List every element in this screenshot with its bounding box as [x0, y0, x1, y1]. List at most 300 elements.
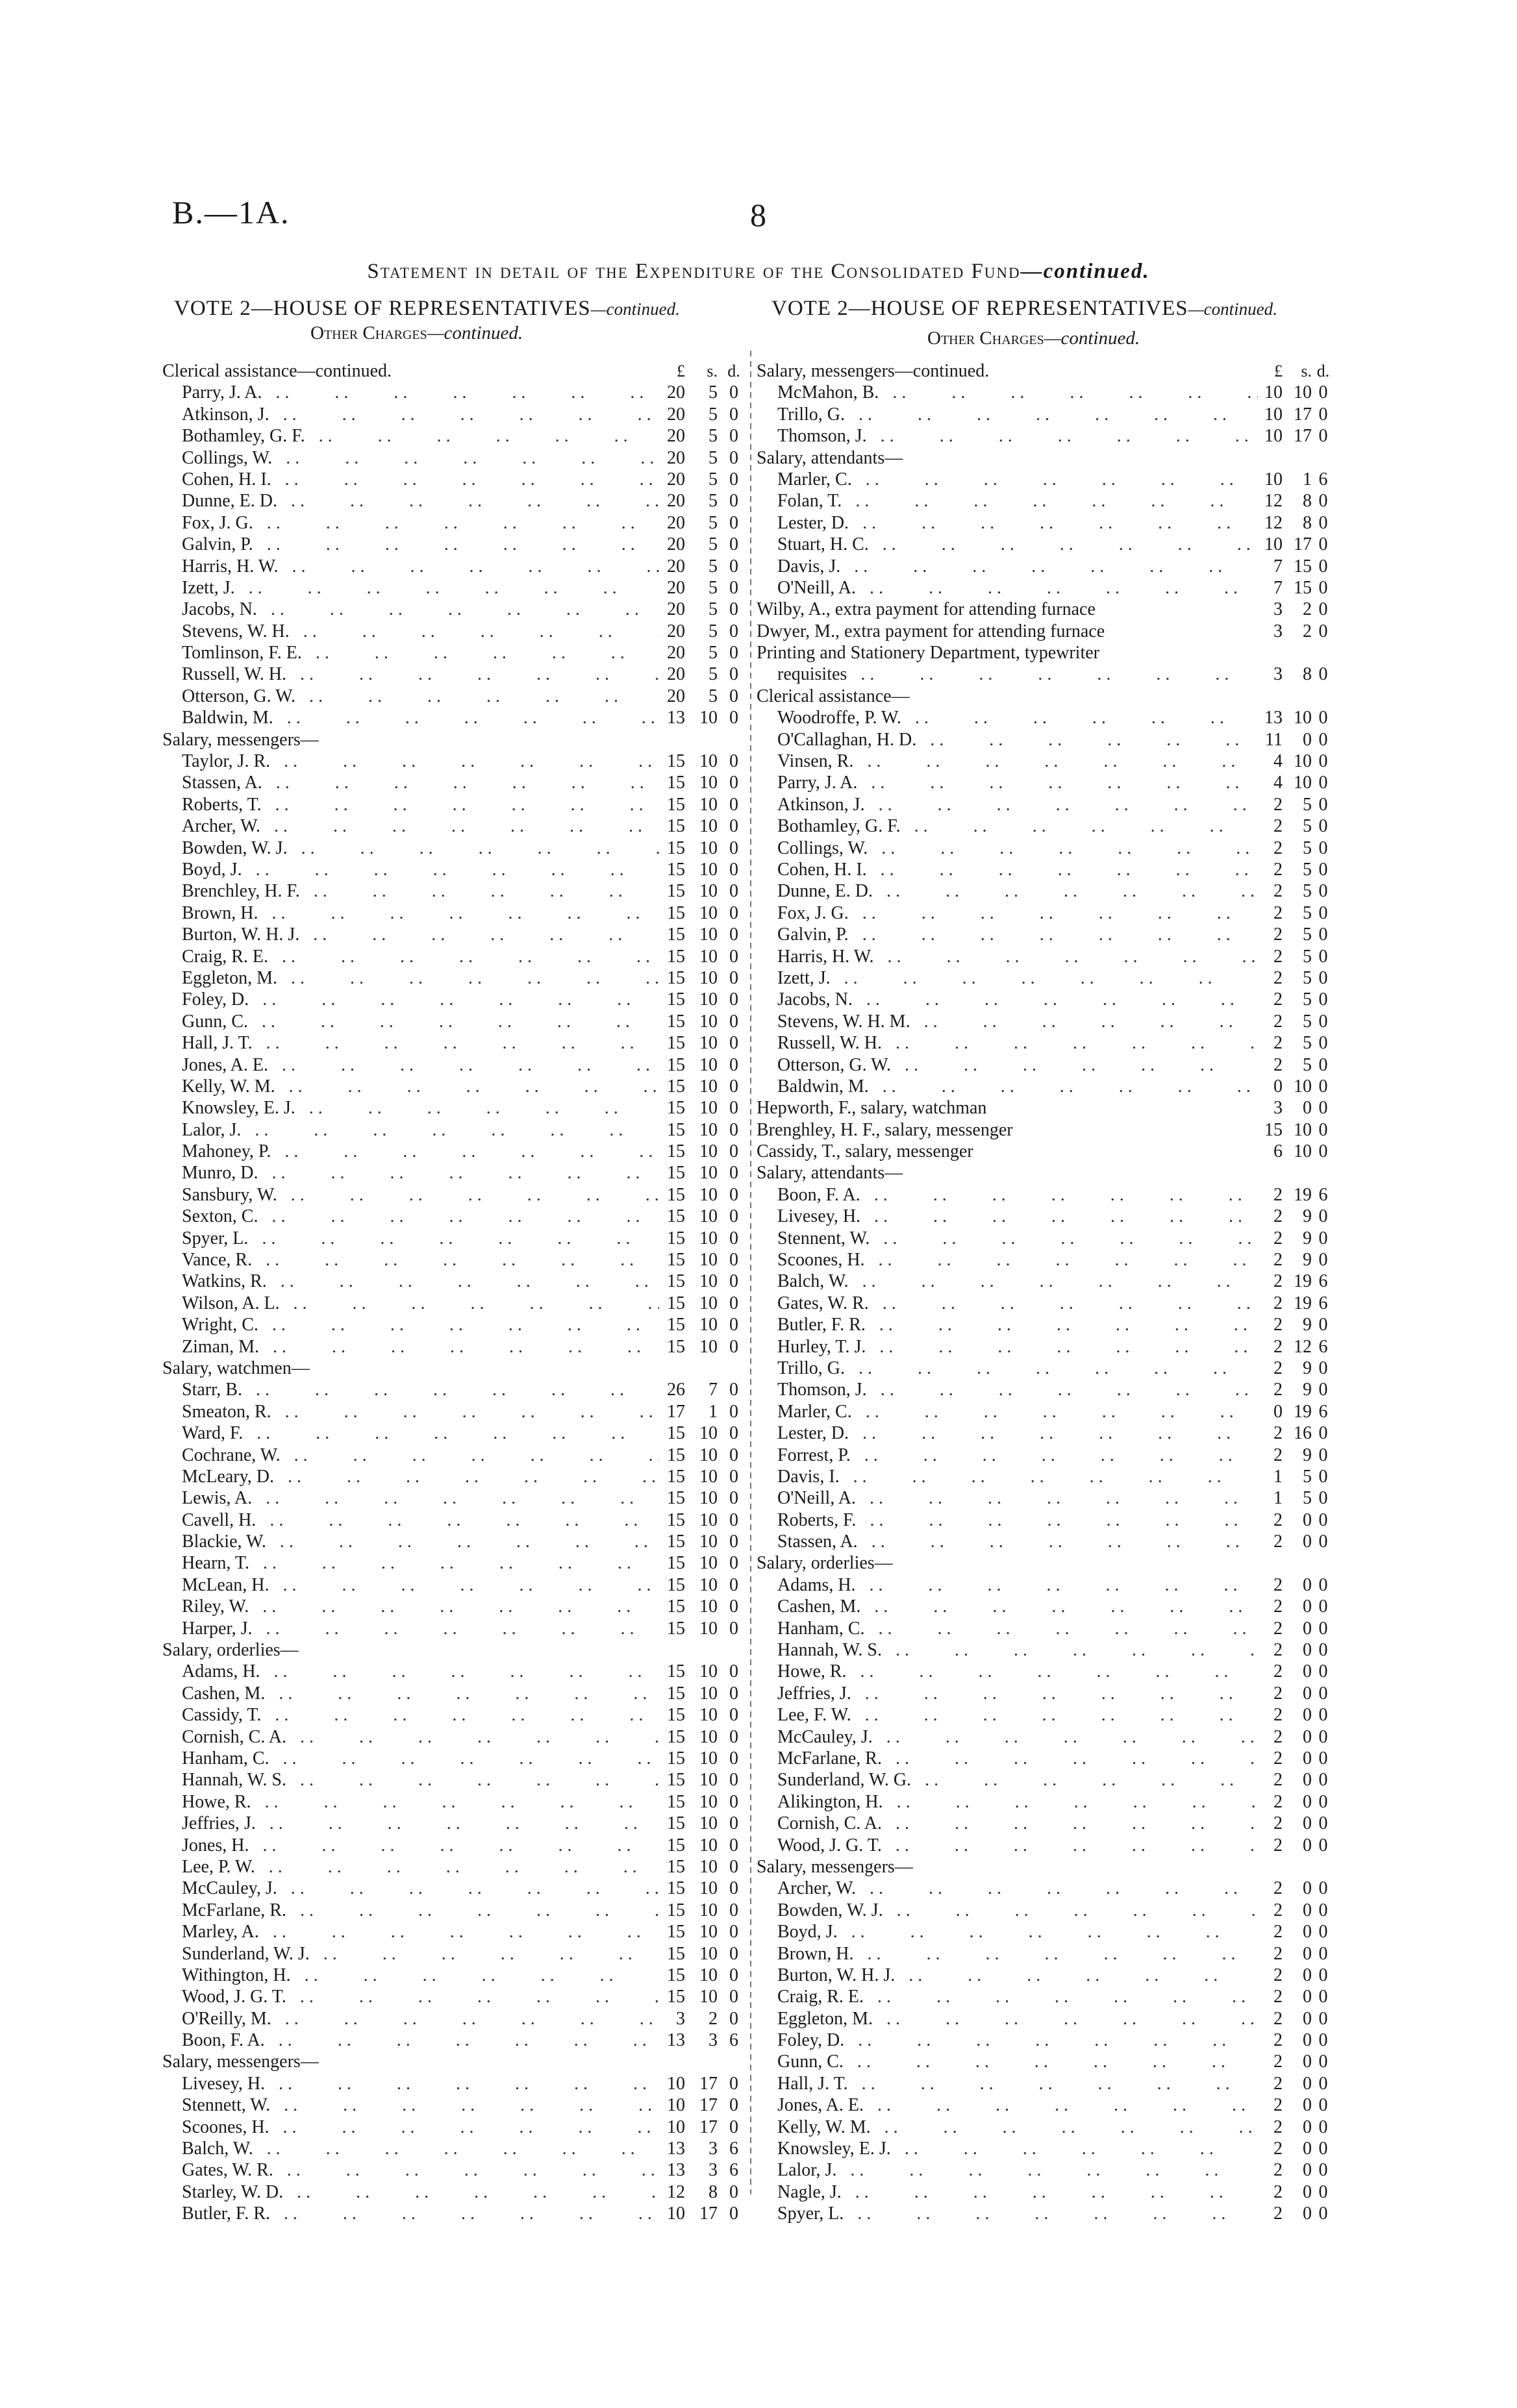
pounds-value: 15	[667, 1315, 685, 1335]
pounds-value: 2	[1273, 1813, 1283, 1834]
shillings-value: 8	[1303, 491, 1312, 512]
section-label: Salary, messengers—	[162, 729, 319, 750]
pence-value: 0	[1318, 1315, 1328, 1335]
table-row	[162, 2116, 747, 2138]
payee-name: Jones, A. E. . .	[162, 1054, 659, 1076]
pounds-value: 1	[1273, 1466, 1283, 1487]
table-row	[162, 1900, 747, 1921]
pounds-value: 2	[1273, 925, 1283, 945]
pounds-value: 0	[1273, 1401, 1283, 1422]
pounds-value: 10	[667, 2095, 685, 2116]
pounds-value: 15	[667, 1856, 685, 1877]
pounds-value: 15	[667, 1336, 685, 1357]
payee-name: Craig, R. E. . .	[162, 946, 659, 967]
pence-value: 0	[1318, 1380, 1328, 1400]
table-row	[162, 1965, 747, 1986]
pence-value: 0	[1318, 1076, 1328, 1097]
pounds-value: 0	[1273, 1076, 1283, 1097]
table-row	[757, 1813, 1328, 1834]
shillings-value: 10	[699, 1791, 718, 1812]
payee-name: McCauley, J. . .	[757, 1726, 1258, 1748]
payee-name: McCauley, J. . .	[162, 1878, 659, 1899]
pounds-value: 20	[667, 577, 685, 598]
shillings-value: 10	[699, 1228, 718, 1248]
pence-value: 0	[729, 1163, 738, 1184]
table-row	[162, 1445, 747, 1466]
pounds-value: 15	[667, 1509, 685, 1530]
table-row	[757, 1293, 1328, 1314]
shillings-value: 0	[1303, 1661, 1312, 1682]
pounds-value: 2	[1273, 2008, 1283, 2029]
table-row	[757, 1509, 1328, 1531]
section-label: Hepworth, F., salary, watchman	[757, 1098, 987, 1119]
pence-value: 6	[1318, 1293, 1328, 1313]
payee-name: Lee, P. W. . .	[162, 1856, 659, 1878]
table-row	[162, 1119, 747, 1141]
pounds-value: 15	[667, 1033, 685, 1054]
table-row	[757, 1076, 1328, 1097]
payee-name: Vinsen, R. . .	[757, 751, 1258, 772]
payee-name: Parry, J. A. . .	[757, 772, 1258, 793]
pounds-value: 2	[1273, 989, 1283, 1010]
table-row	[757, 556, 1328, 577]
shillings-value: 0	[1303, 2139, 1312, 2159]
pounds-value: 2	[1273, 1683, 1283, 1704]
pounds-value: 20	[667, 491, 685, 512]
payee-name: Atkinson, J. . .	[757, 794, 1258, 815]
payee-name: Livesey, H. . .	[757, 1206, 1258, 1227]
payee-name: Russell, W. H. . .	[162, 664, 659, 685]
table-row	[162, 1379, 747, 1400]
pence-value: 0	[1318, 946, 1328, 967]
pounds-value: 20	[667, 643, 685, 664]
payee-name: Brenchley, H. F. . .	[162, 880, 659, 902]
payee-name: Howe, R. . .	[757, 1661, 1258, 1682]
table-row	[162, 1769, 747, 1791]
table-row	[162, 1683, 747, 1704]
pounds-value: 20	[667, 534, 685, 555]
payee-name: Balch, W. . .	[757, 1271, 1258, 1292]
payee-name: Bowden, W. J. . .	[757, 1900, 1258, 1921]
payee-name: Cornish, C. A. . .	[162, 1726, 659, 1748]
pounds-value: 15	[667, 1423, 685, 1444]
pounds-value: 20	[667, 447, 685, 468]
table-row	[757, 1683, 1328, 1704]
shillings-value: 10	[699, 1509, 718, 1530]
shillings-value: 10	[699, 1250, 718, 1271]
left-vote-continued: —continued.	[590, 299, 680, 319]
payee-name: Jones, H. . .	[162, 1835, 659, 1856]
table-row	[757, 967, 1328, 989]
payee-name: Cornish, C. A. . .	[757, 1813, 1258, 1834]
shillings-value: 10	[699, 1076, 718, 1097]
pence-value: 0	[1318, 1683, 1328, 1704]
shillings-value: 5	[708, 469, 718, 490]
pounds-value: 20	[667, 664, 685, 685]
table-row	[757, 1445, 1328, 1466]
pounds-value: 20	[667, 469, 685, 490]
payee-name: Nagle, J. . .	[757, 2181, 1258, 2203]
payee-name: Kelly, W. M. . .	[757, 2116, 1258, 2138]
pounds-value: 13	[667, 2030, 685, 2051]
pence-value: 0	[1318, 556, 1328, 577]
payee-name: Baldwin, M. . .	[162, 707, 659, 728]
payee-name: Riley, W. . .	[162, 1596, 659, 1617]
pounds-value: 15	[667, 1271, 685, 1292]
right-subheading-text: Other Charges	[927, 328, 1044, 349]
shillings-value: 5	[708, 447, 718, 468]
pence-value: 0	[729, 1184, 738, 1205]
pence-value: 0	[1318, 2052, 1328, 2072]
table-row	[162, 1531, 747, 1552]
pounds-value: 2	[1273, 1206, 1283, 1227]
table-row	[757, 2094, 1328, 2116]
pence-value: 0	[1318, 1054, 1328, 1075]
pence-value: 0	[1318, 1011, 1328, 1032]
shillings-value: 10	[699, 1098, 718, 1119]
shillings-value: 0	[1303, 1618, 1312, 1639]
table-row	[162, 1748, 747, 1769]
pounds-value: 2	[1273, 2160, 1283, 2181]
pounds-value: 2	[1273, 1250, 1283, 1271]
pounds-value: 2	[1273, 1423, 1283, 1444]
pence-value: 0	[1318, 2203, 1328, 2224]
table-row	[757, 1639, 1328, 1661]
table-row	[162, 621, 747, 642]
pounds-value: 12	[1264, 512, 1283, 533]
payee-name: Smeaton, R. . .	[162, 1401, 659, 1422]
pounds-value: 15	[667, 1770, 685, 1791]
pence-value: 0	[1318, 2181, 1328, 2202]
payee-name: Burton, W. H. J. . .	[162, 924, 659, 945]
pence-value: 0	[729, 967, 738, 988]
table-row	[757, 1271, 1328, 1292]
pence-value: 0	[1318, 599, 1328, 620]
table-row	[162, 989, 747, 1010]
pence-value: 0	[729, 1553, 738, 1574]
payee-name: Knowsley, E. J. . .	[757, 2138, 1258, 2159]
table-row	[757, 1900, 1328, 1921]
pence-value: 0	[729, 1119, 738, 1140]
table-row	[162, 751, 747, 772]
shillings-value: 0	[1303, 1835, 1312, 1856]
shillings-value: 5	[1303, 1011, 1312, 1032]
pence-value: 0	[729, 1423, 738, 1444]
pence-value: 0	[729, 1748, 738, 1769]
section-label: Salary, orderlies—	[162, 1640, 299, 1661]
table-row	[757, 1379, 1328, 1400]
pounds-value: 2	[1273, 816, 1283, 837]
table-row	[757, 1314, 1328, 1335]
payee-name: O'Neill, A. . .	[757, 577, 1258, 599]
pence-value: 0	[1318, 534, 1328, 555]
table-row	[162, 1401, 747, 1422]
pence-value: 0	[729, 1250, 738, 1271]
pence-value: 0	[729, 426, 738, 447]
shillings-value: 5	[1303, 838, 1312, 858]
shillings-value: 5	[708, 664, 718, 685]
pounds-value: 3	[676, 2008, 685, 2029]
shillings-value: 0	[1303, 1878, 1312, 1899]
pence-value: 0	[729, 902, 738, 923]
payee-name: Wood, J. G. T. . .	[757, 1835, 1258, 1856]
section-label: Cassidy, T., salary, messenger	[757, 1141, 973, 1162]
payee-name: Fox, J. G. . .	[162, 512, 659, 534]
pence-value: 0	[1318, 491, 1328, 512]
table-row	[757, 2051, 1328, 2072]
pence-value: 0	[729, 1835, 738, 1856]
pounds-value: 15	[667, 1726, 685, 1747]
table-row	[162, 1791, 747, 1813]
shillings-value: 17	[1294, 426, 1312, 447]
table-row	[162, 1813, 747, 1834]
table-row	[162, 1986, 747, 2007]
shillings-value: 0	[1303, 1683, 1312, 1704]
payee-name: Harris, H. W. . .	[162, 556, 659, 577]
table-row	[162, 2138, 747, 2159]
pence-value: 0	[729, 1770, 738, 1791]
pence-value: 0	[1318, 1618, 1328, 1639]
pounds-header: £	[677, 362, 685, 380]
table-row	[162, 772, 747, 793]
payee-name: Hanham, C. . .	[162, 1748, 659, 1769]
shillings-value: 10	[699, 1141, 718, 1162]
shillings-value: 5	[708, 404, 718, 425]
payee-name: Watkins, R. . .	[162, 1271, 659, 1292]
pounds-value: 15	[667, 1163, 685, 1184]
pence-value: 0	[729, 1791, 738, 1812]
pence-value: 0	[1318, 1661, 1328, 1682]
table-row	[162, 1271, 747, 1292]
shillings-value: 1	[708, 1401, 718, 1422]
shillings-value: 0	[1303, 1596, 1312, 1617]
table-row	[162, 946, 747, 967]
pence-value: 0	[729, 1922, 738, 1943]
pence-value: 0	[1318, 989, 1328, 1010]
page-number: 8	[750, 197, 766, 233]
shillings-value: 0	[1303, 1640, 1312, 1661]
payee-name: Bowden, W. J. . .	[162, 838, 659, 859]
pounds-value: 2	[1273, 1228, 1283, 1248]
payee-name: Atkinson, J. . .	[162, 404, 659, 425]
pounds-value: 10	[1264, 404, 1283, 425]
shillings-value: 10	[699, 1119, 718, 1140]
payee-name: Thomson, J. . .	[757, 425, 1258, 447]
payee-name: Roberts, T. . .	[162, 794, 659, 815]
pence-value: 0	[729, 1401, 738, 1422]
table-row	[757, 1618, 1328, 1639]
table-row	[162, 1422, 747, 1444]
table-row	[162, 1574, 747, 1596]
shillings-value: 0	[1303, 1813, 1312, 1834]
shillings-value: 0	[1303, 1791, 1312, 1812]
table-row	[162, 794, 747, 815]
payee-name: Livesey, H. . .	[162, 2073, 659, 2094]
pounds-value: 2	[1273, 881, 1283, 902]
pounds-value: 4	[1273, 773, 1283, 793]
pence-value: 0	[1318, 1488, 1328, 1509]
table-row	[162, 577, 747, 599]
pence-value: 0	[729, 925, 738, 945]
payee-name: Spyer, L. . .	[162, 1228, 659, 1249]
pounds-value: 2	[1273, 1705, 1283, 1726]
pence-value: 0	[729, 2008, 738, 2029]
section-row	[162, 1358, 747, 1379]
shillings-value: 17	[699, 2095, 718, 2116]
table-row	[162, 1011, 747, 1032]
payee-name: Adams, H. . .	[757, 1574, 1258, 1596]
shillings-value: 0	[1303, 1509, 1312, 1530]
pounds-value: 10	[1264, 534, 1283, 555]
pounds-value: 10	[667, 2073, 685, 2094]
pence-value: 0	[729, 1098, 738, 1119]
pence-value: 0	[1318, 881, 1328, 902]
shillings-value: 0	[1303, 1098, 1312, 1119]
table-row	[162, 1032, 747, 1054]
section-row	[162, 1639, 747, 1661]
payee-name: Fox, J. G. . .	[757, 902, 1258, 924]
pence-value: 6	[1318, 1271, 1328, 1292]
shillings-value: 10	[699, 838, 718, 858]
payee-name: Cashen, M. . .	[162, 1683, 659, 1704]
pounds-value: 2	[1273, 1661, 1283, 1682]
pence-value: 0	[1318, 1770, 1328, 1791]
table-row	[757, 2029, 1328, 2051]
shillings-value: 5	[708, 382, 718, 403]
payee-name: Sunderland, W. J. . .	[162, 1943, 659, 1965]
pence-header: d.	[1316, 362, 1330, 380]
pounds-value: 15	[667, 1661, 685, 1682]
pounds-value: 15	[667, 859, 685, 880]
section-label: Salary, attendants—	[757, 447, 903, 468]
pounds-value: 2	[1273, 1791, 1283, 1812]
right-vote-continued: —continued.	[1188, 299, 1277, 319]
pence-value: 0	[1318, 794, 1328, 815]
pence-value: 0	[1318, 1141, 1328, 1162]
pounds-value: 2	[1273, 1726, 1283, 1747]
table-row	[162, 1878, 747, 1899]
shillings-value: 0	[1303, 2030, 1312, 2051]
shillings-value: 7	[708, 1380, 718, 1400]
table-row	[757, 1336, 1328, 1358]
shillings-value: 10	[699, 1206, 718, 1227]
shillings-value: 10	[699, 1163, 718, 1184]
pence-value: 0	[729, 1943, 738, 1964]
payee-name: McLeary, D. . .	[162, 1466, 659, 1487]
pounds-value: 20	[667, 512, 685, 533]
pounds-value: 15	[667, 1943, 685, 1964]
pence-value: 0	[1318, 1119, 1328, 1140]
pence-value: 0	[729, 773, 738, 793]
shillings-value: 0	[1303, 1748, 1312, 1769]
section-row	[757, 1119, 1328, 1141]
table-row	[162, 924, 747, 945]
table-row	[757, 1835, 1328, 1856]
pounds-value: 13	[1264, 708, 1283, 728]
pounds-value: 2	[1273, 1532, 1283, 1552]
pence-value: 6	[729, 2160, 738, 2181]
shillings-value: 0	[1303, 1770, 1312, 1791]
pounds-value: 15	[667, 1011, 685, 1032]
pounds-value: 2	[1273, 1900, 1283, 1920]
table-row	[757, 946, 1328, 967]
pounds-value: 2	[1273, 1445, 1283, 1465]
pounds-value: 15	[667, 1878, 685, 1899]
pounds-value: 10	[667, 2116, 685, 2137]
pounds-value: 2	[1273, 1770, 1283, 1791]
shillings-value: 3	[708, 2030, 718, 2051]
payee-name: requisites . .	[757, 664, 1258, 685]
shillings-value: 10	[699, 902, 718, 923]
payee-name: Lewis, A. . .	[162, 1487, 659, 1509]
column-divider	[750, 351, 751, 2194]
pounds-value: 15	[667, 967, 685, 988]
shillings-value: 10	[699, 1618, 718, 1639]
payee-name: Stassen, A. . .	[757, 1531, 1258, 1552]
pence-value: 0	[729, 1987, 738, 2007]
pounds-value: 20	[667, 426, 685, 447]
table-row	[757, 815, 1328, 837]
pence-value: 0	[1318, 773, 1328, 793]
pounds-value: 20	[667, 556, 685, 577]
payee-name: Foley, D. . .	[757, 2029, 1258, 2051]
pounds-value: 2	[1273, 1835, 1283, 1856]
pence-value: 0	[729, 1466, 738, 1487]
pence-value: 0	[729, 989, 738, 1010]
statement-title-continued: —continued.	[1020, 260, 1150, 283]
section-row	[757, 1552, 1328, 1574]
payee-name: Taylor, J. R. . .	[162, 751, 659, 772]
payee-name: Stevens, W. H. . .	[162, 621, 659, 642]
payee-name: Sunderland, W. G. . .	[757, 1769, 1258, 1791]
shillings-value: 1	[1303, 469, 1312, 490]
table-row	[757, 1011, 1328, 1032]
pounds-value: 10	[1264, 426, 1283, 447]
pence-value: 6	[729, 2139, 738, 2159]
pence-value: 0	[1318, 1228, 1328, 1248]
pounds-value: 15	[667, 1553, 685, 1574]
table-row	[162, 815, 747, 837]
pence-value: 0	[729, 404, 738, 425]
pounds-value: 20	[667, 621, 685, 641]
pounds-value: 15	[667, 1250, 685, 1271]
left-subheading	[310, 323, 523, 344]
pence-value: 0	[1318, 1206, 1328, 1227]
section-heading: Salary, messengers—continued.	[757, 361, 990, 381]
table-row	[162, 512, 747, 534]
payee-name: Cashen, M. . .	[757, 1596, 1258, 1617]
payee-name: Lalor, J. . .	[757, 2159, 1258, 2181]
shillings-value: 10	[699, 1054, 718, 1075]
shillings-value: 9	[1303, 1358, 1312, 1378]
shillings-value: 5	[708, 556, 718, 577]
table-row	[757, 1986, 1328, 2007]
table-row	[757, 1531, 1328, 1552]
payee-name: Scoones, H. . .	[162, 2116, 659, 2138]
pounds-value: 4	[1273, 751, 1283, 772]
pence-value: 0	[1318, 1358, 1328, 1378]
pounds-value: 2	[1273, 2181, 1283, 2202]
pounds-value: 12	[1264, 491, 1283, 512]
table-row	[162, 1314, 747, 1335]
table-row	[757, 2181, 1328, 2203]
pence-value: 0	[729, 469, 738, 490]
pounds-value: 15	[667, 1835, 685, 1856]
table-row	[757, 859, 1328, 880]
pounds-value: 15	[667, 1813, 685, 1834]
payee-name: Brown, H. . .	[162, 902, 659, 924]
shillings-value: 9	[1303, 1228, 1312, 1248]
